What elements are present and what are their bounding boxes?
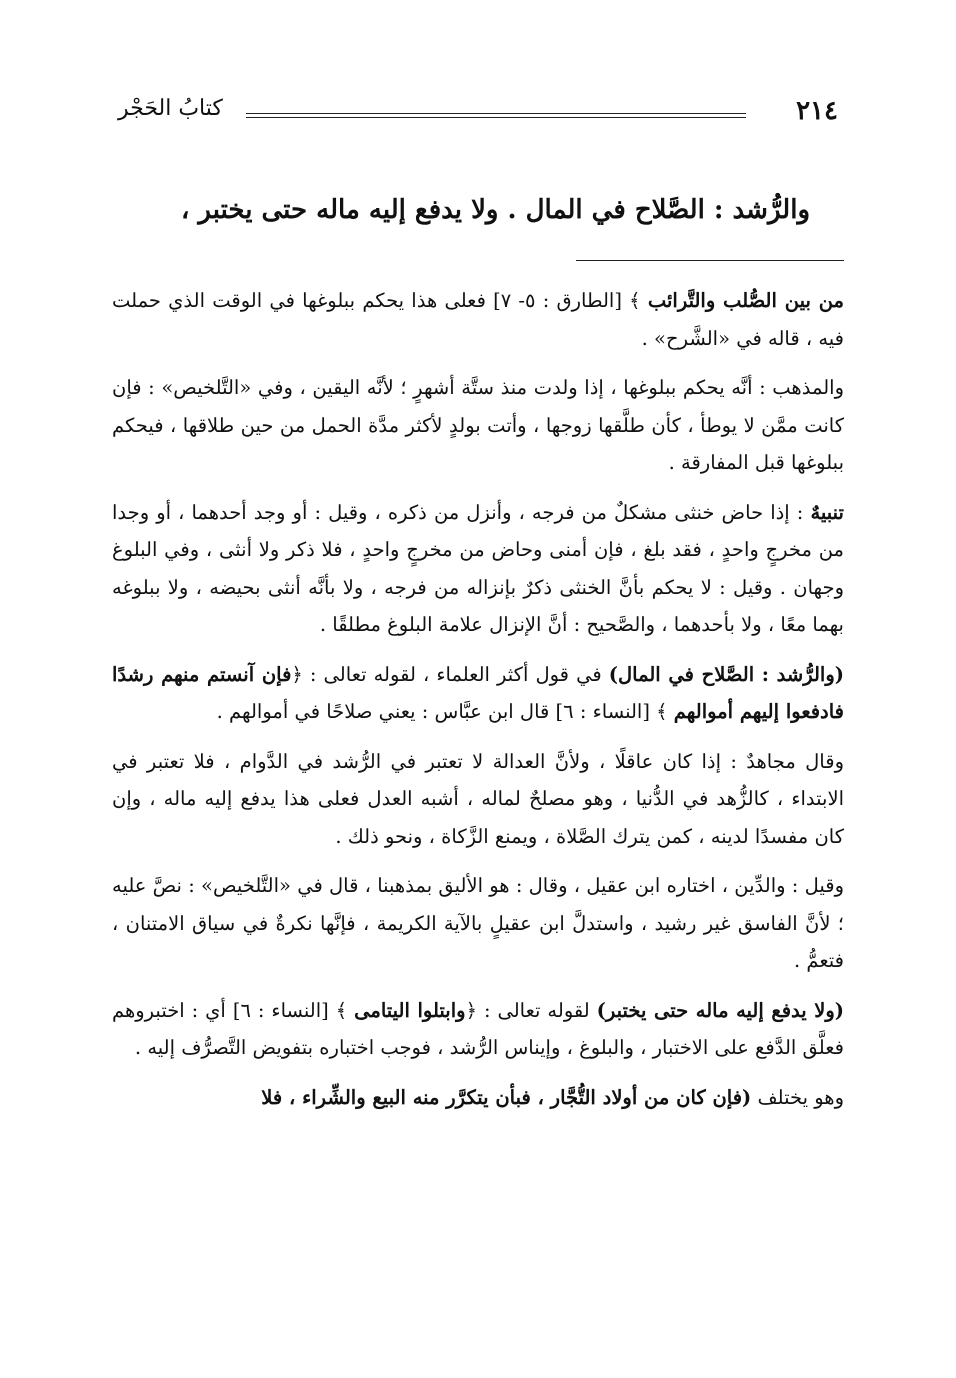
- paragraph-7: [112, 992, 844, 1067]
- matn-quote: (ولا يدفع إليه ماله حتى يختبر): [596, 998, 845, 1022]
- paragraph-text: وهو يختلف: [751, 1085, 844, 1109]
- paragraph-text: : إذا حاض خنثى مشكلٌ من فرجه ، وأنزل من ذكره ، وقيل : أو وجد أحدهما ، أو وجدا من مخرجٍ واحدٍ ، فقد بلغ ، فإن أمنى وحاض من مخرجٍ واحدٍ ، فلا ذكر ولا أنثى ، وفي البلوغ وجهان . وقيل : لا يحكم بأنَّ الخنثى ذكرٌ بإنزاله من فرجه ، ولا بأنَّه أنثى بحيضه ، ولا ببلوغه بهما معًا ، ولا بأحدهما ، والصَّحيح : أنَّ الإنزال علامة البلوغ مطلقًا .: [112, 500, 844, 636]
- page-number: ٢١٤: [796, 96, 838, 126]
- paragraph-8: [112, 1079, 844, 1117]
- paragraph-text: والمذهب : أنَّه يحكم ببلوغها ، إذا ولدت منذ ستَّة أشهرٍ ؛ لأنَّه اليقين ، وفي «التَّلخيص» : فإن كانت ممَّن لا يوطأ ، كأن طلَّقها زوجها ، وأتت بولدٍ لأكثر مدَّة الحمل من حين طلاقها ، فيحكم ببلوغها قبل المفارقة .: [112, 376, 844, 474]
- note-heading: تنبيهٌ: [810, 500, 844, 524]
- paragraph-text: ﴾ [النساء : ٦] قال ابن عبَّاس : يعني صلاحًا في أموالهم .: [216, 700, 674, 723]
- paragraph-6: [112, 867, 844, 980]
- main-text: والرُّشد : الصَّلاح في المال . ولا يدفع إليه ماله حتى يختبر ،: [180, 195, 810, 225]
- paragraph-1: [112, 282, 844, 357]
- paragraph-3: [112, 494, 844, 644]
- page-header: [118, 96, 838, 132]
- quran-verse: وابتلوا اليتامى: [354, 998, 466, 1022]
- quran-verse: فإن آنستم منهم رشدًا فادفعوا إليهم أموالهم: [112, 662, 844, 723]
- footnote-divider: [576, 260, 844, 261]
- paragraph-2: [112, 369, 844, 482]
- commentary: [112, 282, 844, 1128]
- paragraph-text: ﴾ [النساء : ٦] أي : اختبروهم فعلَّق الدَّفع على الاختبار ، والبلوغ ، وإيناس الرُّشد ، فوجب اختباره بتفويض التَّصرُّف إليه .: [112, 998, 844, 1059]
- paragraph-text: في قول أكثر العلماء ، لقوله تعالى : ﴿: [291, 662, 609, 686]
- matn-quote: (فإن كان من أولاد التُّجَّار ، فبأن يتكرَّر منه البيع والشِّراء ، فلا: [261, 1085, 752, 1109]
- paragraph-text: وقيل : والدِّين ، اختاره ابن عقيل ، وقال : هو الأليق بمذهبنا ، قال في «التَّلخيص» : نصَّ عليه ؛ لأنَّ الفاسق غير رشيد ، واستدلَّ ابن عقيلٍ بالآية الكريمة ، فإنَّها نكرةٌ في سياق الامتنان ، فتعمُّ .: [112, 874, 844, 972]
- paragraph-text: لقوله تعالى : ﴿: [465, 998, 597, 1022]
- paragraph-4: [112, 656, 844, 731]
- paragraph-5: [112, 743, 844, 856]
- paragraph-text: ﴾ [الطارق : ٥- ٧] فعلى هذا يحكم ببلوغها في الوقت الذي حملت فيه ، قاله في «الشَّرح» .: [112, 289, 844, 350]
- quran-verse-end: من بين الصُّلب والتَّرائب: [647, 289, 844, 312]
- running-title: كتابُ الحَجْر: [118, 96, 223, 121]
- matn-quote: (والرُّشد : الصَّلاح في المال): [608, 662, 844, 686]
- header-rule: [246, 113, 746, 118]
- paragraph-text: وقال مجاهدٌ : إذا كان عاقلًا ، ولأنَّ العدالة لا تعتبر في الرُّشد في الدَّوام ، فلا تعتبر في الابتداء ، كالزُّهد في الدُّنيا ، وهو مصلحٌ لماله ، أشبه العدل فعلى هذا يدفع إليه ماله ، وإن كان مفسدًا لدينه ، كمن يترك الصَّلاة ، ويمنع الزَّكاة ، ونحو ذلك .: [112, 749, 844, 848]
